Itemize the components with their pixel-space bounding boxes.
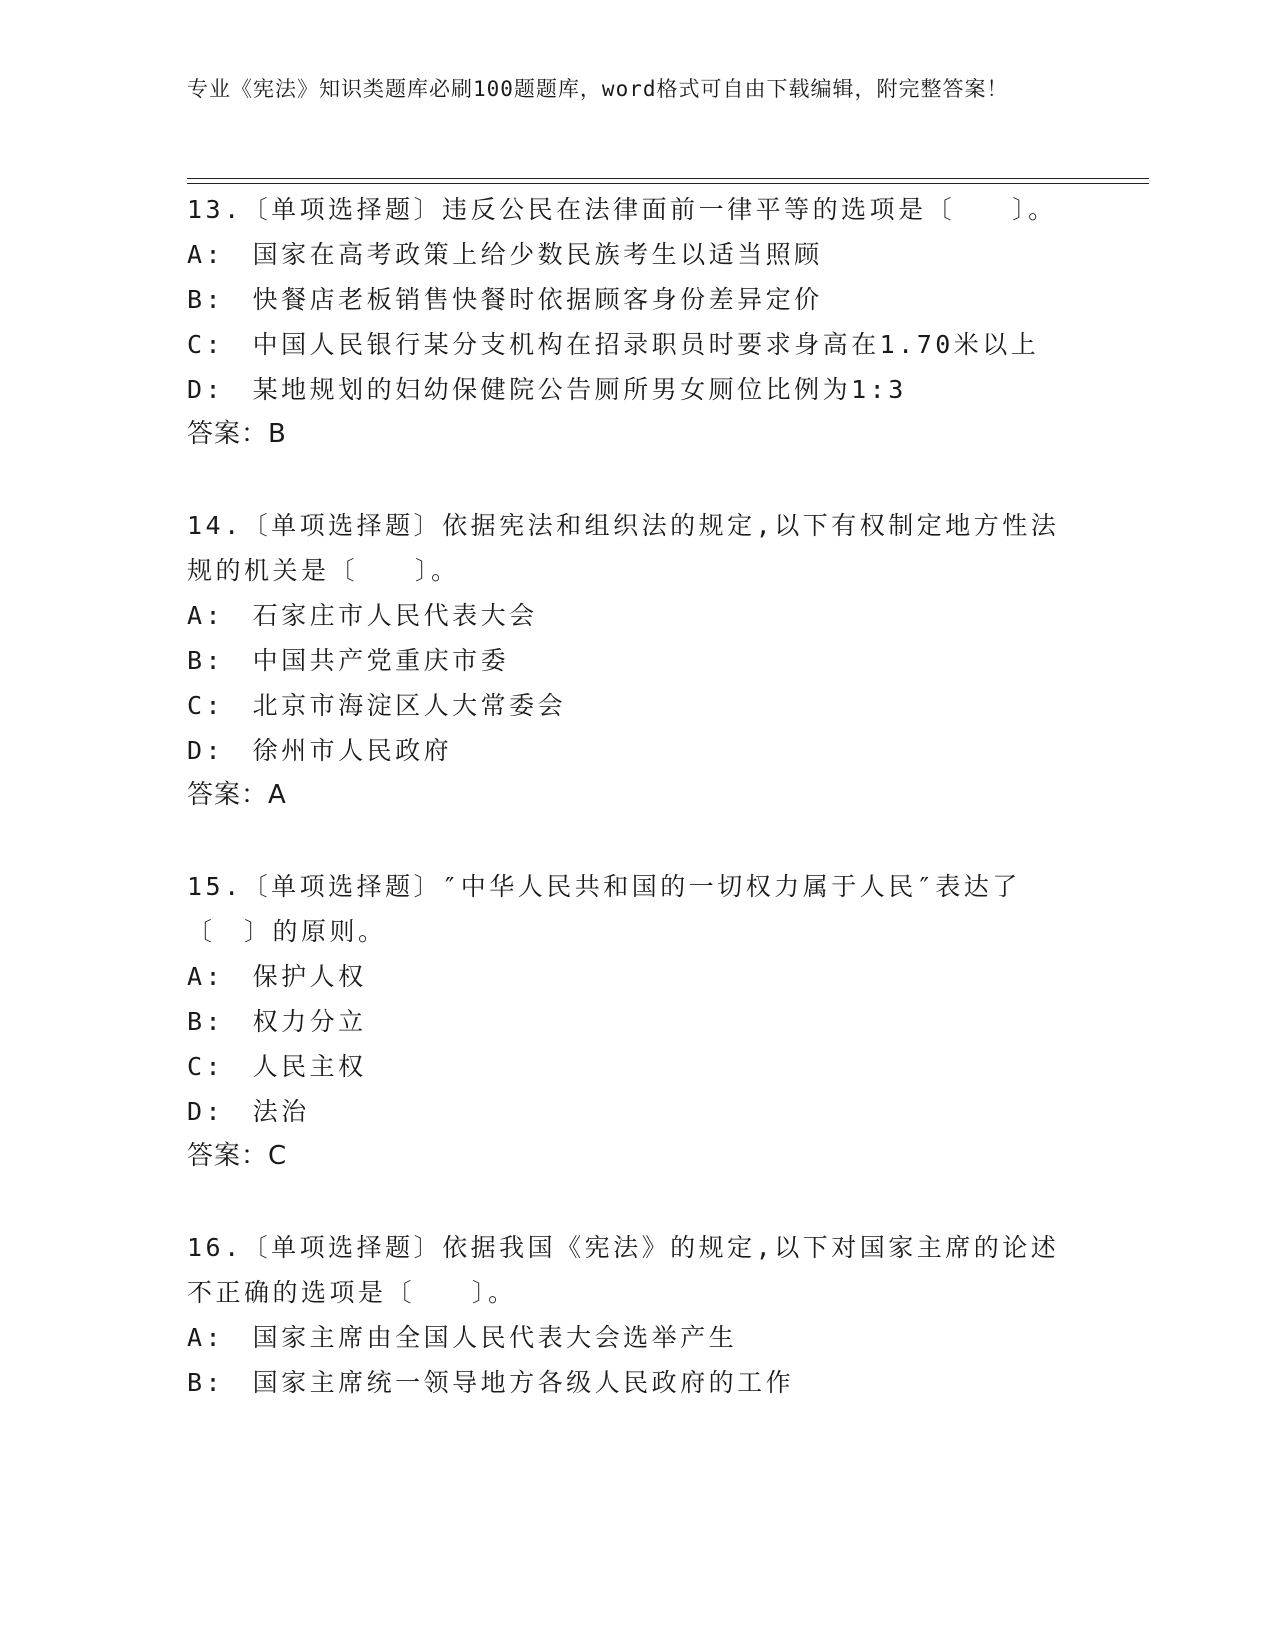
question-stem: 16.〔单项选择题〕依据我国《宪法》的规定,以下对国家主席的论述不正确的选项是〔 〕。 bbox=[187, 1233, 1060, 1307]
option-d: D: 法治 bbox=[187, 1097, 310, 1126]
question-13 bbox=[187, 187, 1087, 457]
option-b: B: 国家主席统一领导地方各级人民政府的工作 bbox=[187, 1368, 795, 1397]
option-c: C: 中国人民银行某分支机构在招录职员时要求身高在1.70米以上 bbox=[187, 330, 1040, 359]
question-16 bbox=[187, 1225, 1087, 1405]
option-b: B: 权力分立 bbox=[187, 1007, 367, 1036]
option-b: B: 中国共产党重庆市委 bbox=[187, 646, 510, 675]
question-stem: 14.〔单项选择题〕依据宪法和组织法的规定,以下有权制定地方性法规的机关是〔 〕。 bbox=[187, 511, 1060, 585]
question-14 bbox=[187, 503, 1087, 818]
option-c: C: 北京市海淀区人大常委会 bbox=[187, 691, 567, 720]
question-15 bbox=[187, 864, 1087, 1179]
option-a: A: 石家庄市人民代表大会 bbox=[187, 601, 538, 630]
header-divider-top bbox=[187, 178, 1149, 179]
question-stem: 13.〔单项选择题〕违反公民在法律面前一律平等的选项是〔 〕。 bbox=[187, 195, 1057, 224]
answer: 答案：A bbox=[187, 780, 287, 810]
question-stem: 15.〔单项选择题〕″中华人民共和国的一切权力属于人民″表达了〔 〕的原则。 bbox=[187, 872, 1021, 946]
option-d: D: 某地规划的妇幼保健院公告厕所男女厕位比例为1:3 bbox=[187, 375, 907, 404]
header-title: 专业《宪法》知识类题库必刷100题题库，word格式可自由下载编辑，附完整答案！ bbox=[187, 77, 1009, 101]
document-header bbox=[187, 72, 1067, 106]
option-b: B: 快餐店老板销售快餐时依据顾客身份差异定价 bbox=[187, 285, 823, 314]
option-a: A: 国家在高考政策上给少数民族考生以适当照顾 bbox=[187, 240, 823, 269]
header-divider-bottom bbox=[187, 183, 1149, 184]
option-a: A: 保护人权 bbox=[187, 962, 367, 991]
answer: 答案：B bbox=[187, 419, 287, 449]
option-d: D: 徐州市人民政府 bbox=[187, 736, 453, 765]
answer: 答案：C bbox=[187, 1141, 288, 1171]
option-a: A: 国家主席由全国人民代表大会选举产生 bbox=[187, 1323, 738, 1352]
option-c: C: 人民主权 bbox=[187, 1052, 367, 1081]
